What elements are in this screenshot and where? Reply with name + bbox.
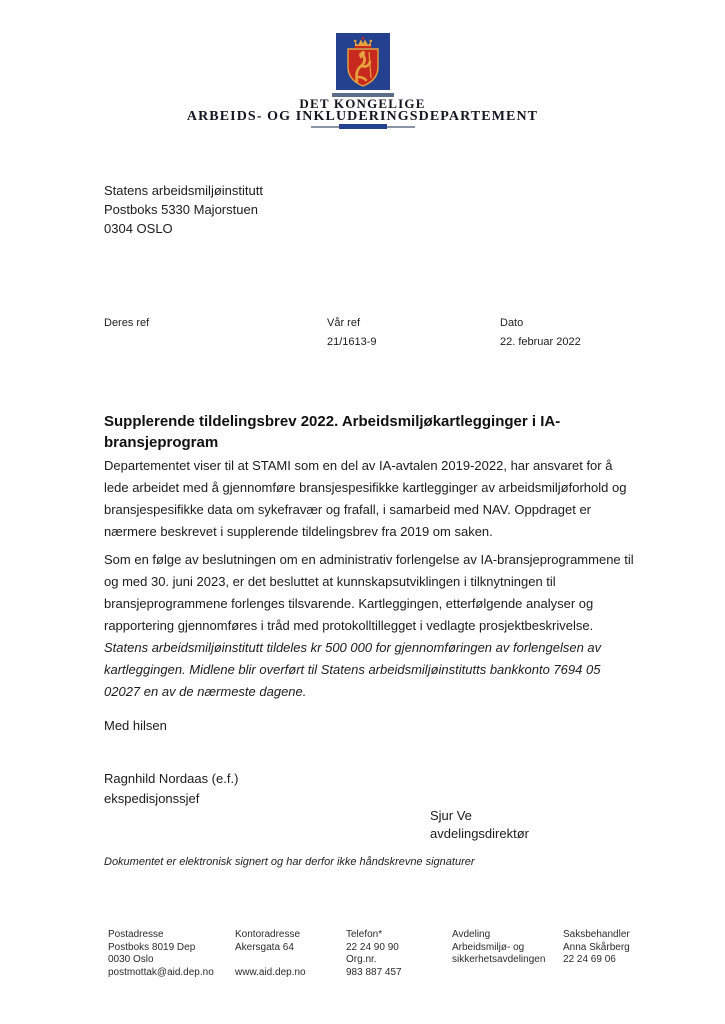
footer-value: Arbeidsmiljø- og <box>452 941 525 953</box>
footer-postadresse-column <box>108 929 214 979</box>
footer-value: 983 887 457 <box>346 966 402 978</box>
paragraph-1-line: Departementet viser til at STAMI som en del av IA-avtalen 2019-2022, har ansvaret for å <box>104 458 613 473</box>
signature-right <box>430 807 529 843</box>
footer-label: Postadresse <box>108 929 164 940</box>
deres-ref-label: Deres ref <box>104 317 150 329</box>
dato-column <box>500 317 581 348</box>
signature-left <box>104 769 238 809</box>
paragraph-2-line: bransjeprogrammene forlenges tilsvarende. Kartleggingen, etterfølgende analyser og <box>104 596 594 611</box>
signature-left-title: ekspedisjonssjef <box>104 791 200 806</box>
paragraph-3-line: kartleggingen. Midlene blir overført til Statens arbeidsmiljøinstitutts bankkonto 7694 05 <box>104 662 601 677</box>
recipient-address <box>104 181 263 238</box>
ministry-name-line2: ARBEIDS- OG INKLUDERINGSDEPARTEMENT <box>186 109 539 124</box>
paragraph-3-italic <box>104 637 664 703</box>
var-ref-column <box>327 317 377 348</box>
letterhead-divider-bottom <box>311 124 415 129</box>
footer-saksbehandler-column <box>563 929 630 967</box>
footer-label: Kontoradresse <box>235 929 301 940</box>
footer-value: 22 24 90 90 <box>346 941 399 953</box>
var-ref-value: 21/1613-9 <box>327 336 377 348</box>
footer-avdeling-column <box>452 929 545 967</box>
dato-label: Dato <box>500 317 524 329</box>
footer-kontoradresse-column <box>235 929 306 979</box>
footer-website: www.aid.dep.no <box>235 966 306 978</box>
paragraph-1 <box>104 455 664 543</box>
deres-ref-column <box>104 317 149 336</box>
ministry-name-line1: DET KONGELIGE <box>299 96 426 111</box>
paragraph-1-line: nærmere beskrevet i supplerende tildelingsbrev fra 2019 om saken. <box>104 524 493 539</box>
recipient-name: Statens arbeidsmiljøinstitutt <box>104 183 263 198</box>
footer-label: Org.nr. <box>346 954 377 965</box>
var-ref-label: Vår ref <box>327 317 361 329</box>
closing-salutation: Med hilsen <box>104 718 167 733</box>
recipient-street: Postboks 5330 Majorstuen <box>104 202 258 217</box>
electronic-signature-note: Dokumentet er elektronisk signert og har derfor ikke håndskrevne signaturer <box>104 856 475 868</box>
dato-value: 22. februar 2022 <box>500 336 581 348</box>
footer-value: Postboks 8019 Dep <box>108 941 196 953</box>
signature-left-name: Ragnhild Nordaas (e.f.) <box>104 771 239 786</box>
paragraph-1-line: bransjespesifikke data om sykefravær og frafall, i samarbeid med NAV. Oppdraget er <box>104 502 592 517</box>
signature-right-title: avdelingsdirektør <box>430 826 529 841</box>
footer-label: Saksbehandler <box>563 929 630 940</box>
footer-email: postmottak@aid.dep.no <box>108 966 214 978</box>
footer-telefon-column <box>346 929 402 979</box>
paragraph-2 <box>104 549 664 637</box>
paragraph-3-line: Statens arbeidsmiljøinstitutt tildeles kr 500 000 for gjennomføringen av forlengelsen av <box>104 640 602 655</box>
footer-label: Avdeling <box>452 929 491 940</box>
paragraph-2-line: og med 30. juni 2023, er det besluttet at kunnskapsutviklingen i tilknytningen til <box>104 574 556 589</box>
paragraph-2-line: Som en følge av beslutningen om en administrativ forlengelse av IA-bransjeprogrammene til <box>104 552 634 567</box>
coat-of-arms-icon <box>336 33 390 90</box>
letter-title: Supplerende tildelingsbrev 2022. Arbeidsmiljøkartlegginger i IA-bransjeprogram <box>104 413 561 451</box>
footer-value: 22 24 69 06 <box>563 954 616 965</box>
paragraph-1-line: lede arbeidet med å gjennomføre bransjespesifikke kartlegginger av arbeidsmiljøforhold og <box>104 480 627 495</box>
footer-label: Telefon* <box>346 929 383 940</box>
recipient-city: 0304 OSLO <box>104 221 173 236</box>
paragraph-3-line: 02027 en av de nærmeste dagene. <box>104 684 307 699</box>
footer-value: 0030 Oslo <box>108 954 154 965</box>
paragraph-2-line: rapportering gjennomføres i tråd med protokolltillegget i vedlagte prosjektbeskrivelse. <box>104 618 594 633</box>
footer-value: sikkerhetsavdelingen <box>452 954 546 965</box>
footer-value: Anna Skårberg <box>563 941 630 953</box>
signature-right-name: Sjur Ve <box>430 808 472 823</box>
footer-value: Akersgata 64 <box>235 941 294 953</box>
footer-value <box>235 954 306 967</box>
